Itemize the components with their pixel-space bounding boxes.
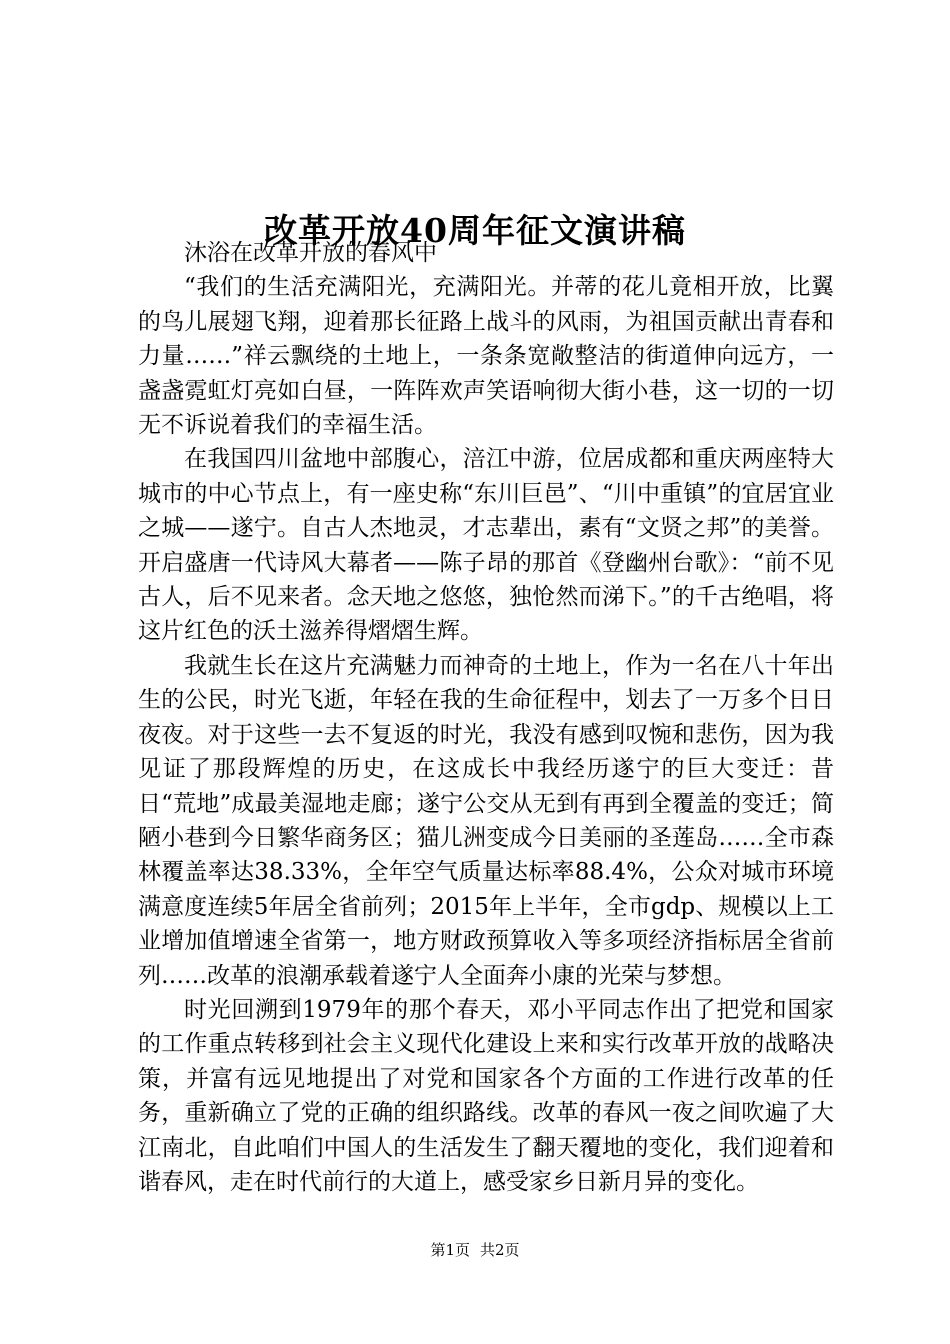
page-number: 第1页 <box>430 1241 470 1259</box>
paragraph: “我们的生活充满阳光，充满阳光。并蒂的花儿竟相开放，比翼的鸟儿展翅飞翔，迎着那长征路上战斗的风雨，为祖国贡献出青春和力量……”祥云飘绕的土地上，一条条宽敞整洁的街道伸向远方，一盏盏霓虹灯亮如白昼，一阵阵欢声笑语响彻大街小巷，这一切的一切无不诉说着我们的幸福生活。 <box>138 274 834 439</box>
page-footer <box>0 1240 950 1260</box>
document-body <box>138 236 834 1199</box>
paragraph: 在我国四川盆地中部腹心，涪江中游，位居成都和重庆两座特大城市的中心节点上，有一座史称“东川巨邑”、“川中重镇”的宜居宜业之城——遂宁。自古人杰地灵，才志辈出，素有“文贤之邦”的美誉。开启盛唐一代诗风大幕者——陈子昂的那首《登幽州台歌》：“前不见古人，后不见来者。念天地之悠悠，独怆然而涕下。”的千古绝唱，将这片红色的沃土滋养得熠熠生辉。 <box>138 446 834 645</box>
document-title: 改革开放40周年征文演讲稿 <box>264 211 686 251</box>
document-subtitle: 沐浴在改革开放的春风中 <box>184 240 437 266</box>
page-total: 共2页 <box>480 1241 520 1259</box>
paragraph: 我就生长在这片充满魅力而神奇的土地上，作为一名在八十年出生的公民，时光飞逝，年轻在我的生命征程中，划去了一万多个日日夜夜。对于这些一去不复返的时光，我没有感到叹惋和悲伤，因为我见证了那段辉煌的历史，在这成长中我经历遂宁的巨大变迁：昔日“荒地”成最美湿地走廊；遂宁公交从无到有再到全覆盖的变迁；简陋小巷到今日繁华商务区；猫儿洲变成今日美丽的圣莲岛……全市森林覆盖率达38.33%，全年空气质量达标率88.4%，公众对城市环境满意度连续5年居全省前列；2015年上半年，全市gdp、规模以上工业增加值增速全省第一，地方财政预算收入等多项经济指标居全省前列……改革的浪潮承载着遂宁人全面奔小康的光荣与梦想。 <box>138 652 834 989</box>
paragraph: 时光回溯到1979年的那个春天，邓小平同志作出了把党和国家的工作重点转移到社会主义现代化建设上来和实行改革开放的战略决策，并富有远见地提出了对党和国家各个方面的工作进行改革的任务，重新确立了党的正确的组织路线。改革的春风一夜之间吹遍了大江南北，自此咱们中国人的生活发生了翻天覆地的变化，我们迎着和谐春风，走在时代前行的大道上，感受家乡日新月异的变化。 <box>138 996 834 1195</box>
